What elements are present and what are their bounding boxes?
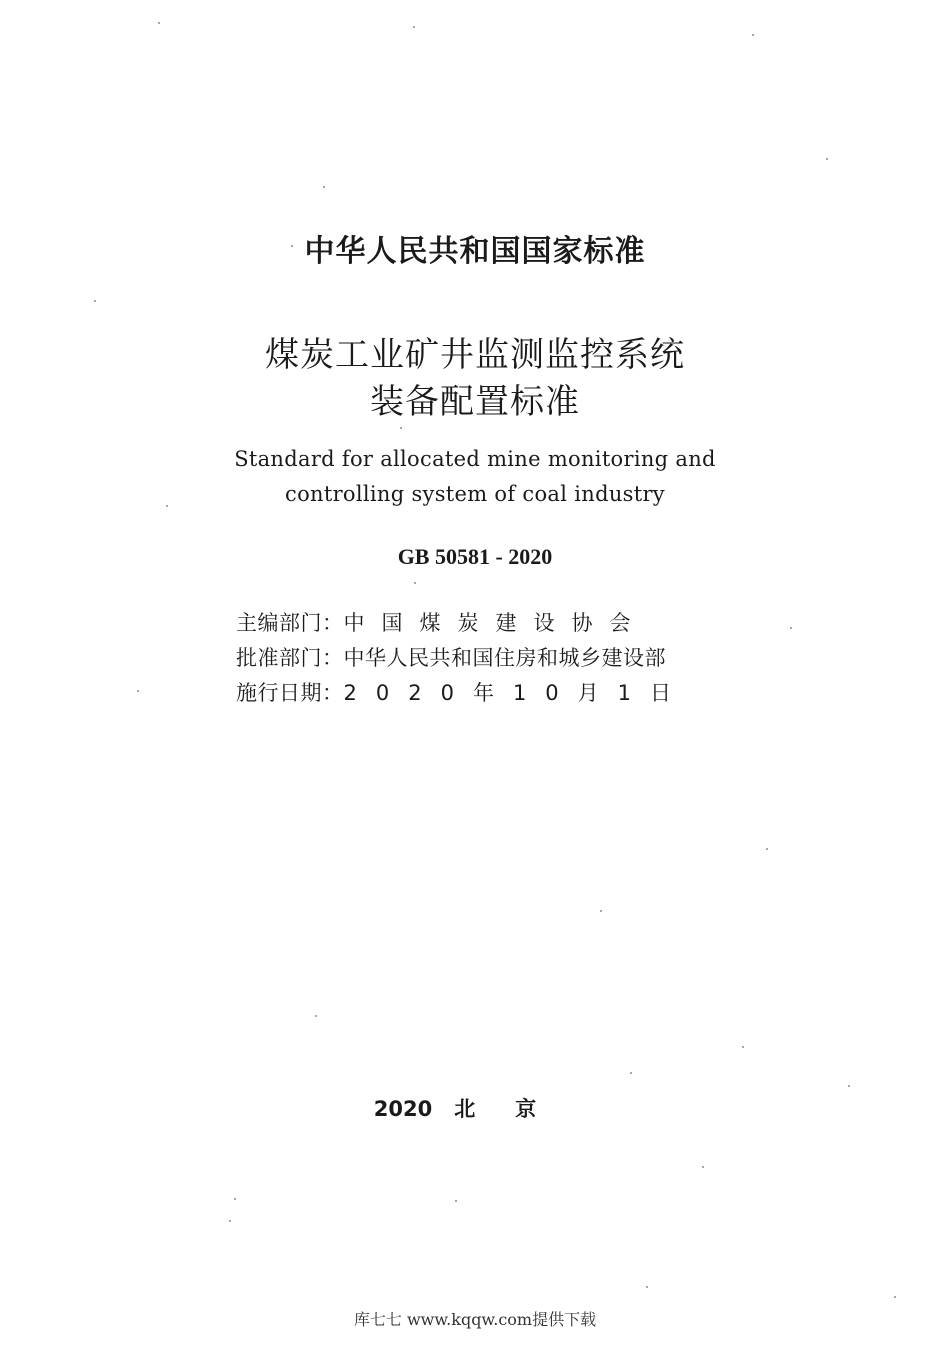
scan-speck (234, 1198, 236, 1200)
scan-speck (790, 627, 792, 629)
scan-speck (291, 245, 293, 247)
meta-value-editor: 中国煤炭建设协会 (343, 611, 648, 635)
meta-value-effective-date: 2020年10月1日 (343, 681, 691, 705)
scan-speck (94, 300, 96, 302)
title-en-line2: controlling system of coal industry (285, 482, 665, 506)
meta-row-approver (236, 642, 706, 672)
scan-speck (752, 34, 754, 36)
meta-label-editor: 主编部门： (236, 611, 344, 635)
meta-row-editor (236, 607, 706, 637)
scan-speck (646, 1286, 648, 1288)
scan-speck (600, 910, 602, 912)
scan-speck (455, 1200, 457, 1202)
imprint-city: 北京 (454, 1097, 577, 1121)
scan-speck (158, 22, 160, 24)
meta-label-approver: 批准部门： (236, 646, 344, 670)
scan-speck (766, 848, 768, 850)
scan-speck (702, 1166, 704, 1168)
scan-speck (229, 1220, 231, 1222)
scan-speck (414, 582, 416, 584)
scan-speck (413, 26, 415, 28)
standard-code: GB 50581 - 2020 (397, 544, 553, 569)
imprint (0, 1093, 950, 1123)
scan-speck (323, 186, 325, 188)
scan-speck (137, 690, 139, 692)
meta-value-approver: 中华人民共和国住房和城乡建设部 (343, 646, 666, 670)
title-cn-line1: 煤炭工业矿井监测监控系统 (265, 335, 685, 375)
scan-speck (166, 505, 168, 507)
meta-row-effective-date (236, 677, 706, 707)
title-en-line1: Standard for allocated mine monitoring and (234, 447, 716, 471)
scan-speck (894, 1296, 896, 1298)
scan-speck (826, 158, 828, 160)
title-cn-line2: 装备配置标准 (370, 382, 580, 422)
imprint-year: 2020 (373, 1097, 433, 1121)
download-footer: 库七七 www.kqqw.com提供下载 (353, 1310, 597, 1329)
meta-label-effective-date: 施行日期： (236, 681, 344, 705)
scan-speck (742, 1046, 744, 1048)
scan-speck (630, 1072, 632, 1074)
scan-speck (848, 1085, 850, 1087)
series-title: 中华人民共和国国家标准 (304, 234, 646, 269)
scan-speck (315, 1015, 317, 1017)
scan-speck (400, 427, 402, 429)
